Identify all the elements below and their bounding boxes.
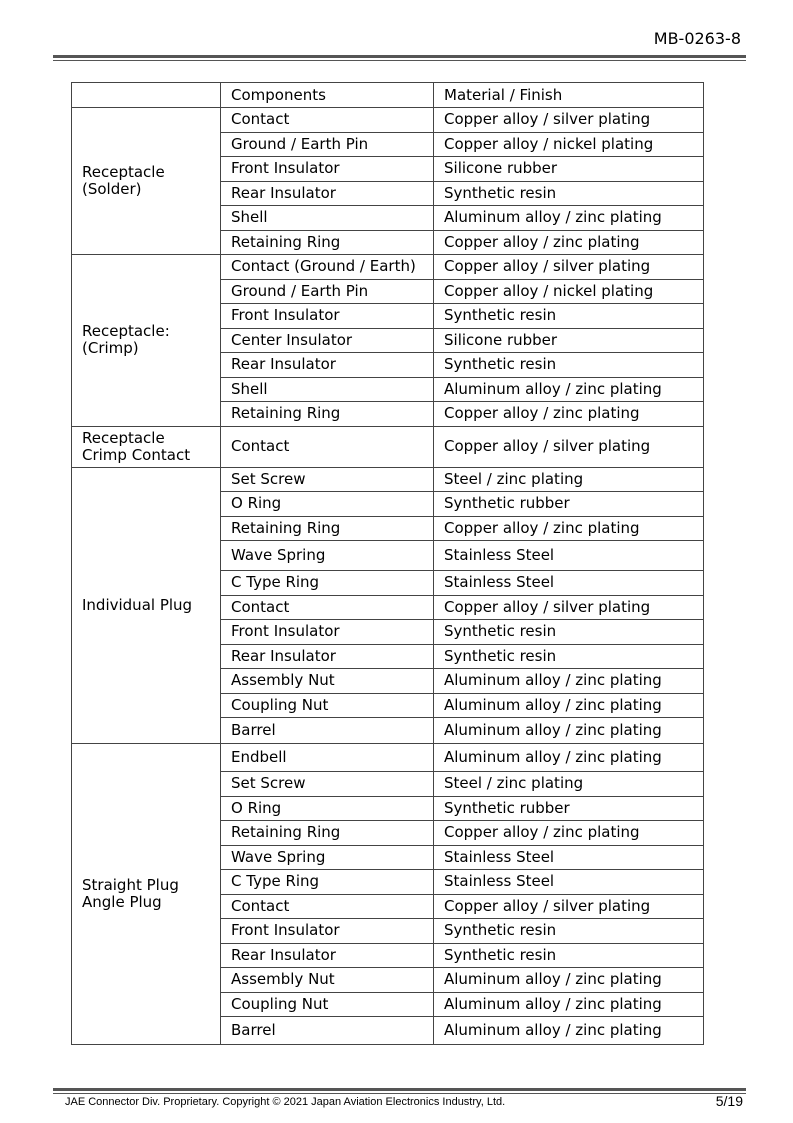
- component-cell: Retaining Ring: [221, 821, 434, 846]
- table-row: [72, 108, 704, 133]
- material-cell: Silicone rubber: [434, 328, 704, 353]
- component-cell: Rear Insulator: [221, 181, 434, 206]
- component-cell: O Ring: [221, 492, 434, 517]
- material-cell: Copper alloy / zinc plating: [434, 821, 704, 846]
- material-cell: Copper alloy / zinc plating: [434, 402, 704, 427]
- component-cell: Wave Spring: [221, 845, 434, 870]
- component-cell: Ground / Earth Pin: [221, 132, 434, 157]
- material-cell: Copper alloy / nickel plating: [434, 279, 704, 304]
- materials-table: [71, 82, 704, 1045]
- component-cell: C Type Ring: [221, 571, 434, 596]
- component-cell: Front Insulator: [221, 157, 434, 182]
- material-cell: Steel / zinc plating: [434, 467, 704, 492]
- material-cell: Copper alloy / silver plating: [434, 894, 704, 919]
- group-label-cell: Receptacle (Solder): [72, 108, 221, 255]
- material-cell: Synthetic resin: [434, 181, 704, 206]
- component-cell: Ground / Earth Pin: [221, 279, 434, 304]
- material-cell: Synthetic rubber: [434, 492, 704, 517]
- table-header-row: [72, 83, 704, 108]
- material-cell: Aluminum alloy / zinc plating: [434, 1017, 704, 1045]
- material-cell: Aluminum alloy / zinc plating: [434, 693, 704, 718]
- component-cell: Retaining Ring: [221, 402, 434, 427]
- component-cell: Shell: [221, 377, 434, 402]
- material-cell: Copper alloy / zinc plating: [434, 230, 704, 255]
- material-cell: Aluminum alloy / zinc plating: [434, 992, 704, 1017]
- material-cell: Stainless Steel: [434, 870, 704, 895]
- component-cell: Contact: [221, 595, 434, 620]
- footer-rule: [53, 1088, 746, 1091]
- page-number: 5/19: [715, 1093, 743, 1109]
- material-cell: Copper alloy / zinc plating: [434, 516, 704, 541]
- table-row: [72, 255, 704, 280]
- component-cell: Rear Insulator: [221, 644, 434, 669]
- material-cell: Synthetic resin: [434, 919, 704, 944]
- group-label-cell: Straight Plug Angle Plug: [72, 744, 221, 1045]
- material-cell: Synthetic resin: [434, 620, 704, 645]
- table-row: [72, 467, 704, 492]
- component-cell: Contact: [221, 108, 434, 133]
- material-cell: Copper alloy / silver plating: [434, 595, 704, 620]
- component-cell: Coupling Nut: [221, 693, 434, 718]
- component-cell: Set Screw: [221, 772, 434, 797]
- component-cell: Contact: [221, 426, 434, 467]
- component-cell: Rear Insulator: [221, 353, 434, 378]
- material-cell: Aluminum alloy / zinc plating: [434, 206, 704, 231]
- component-cell: Set Screw: [221, 467, 434, 492]
- header-rule-thin: [53, 60, 746, 61]
- component-cell: Shell: [221, 206, 434, 231]
- table-row: [72, 426, 704, 467]
- material-cell: Stainless Steel: [434, 541, 704, 571]
- material-cell: Aluminum alloy / zinc plating: [434, 669, 704, 694]
- component-cell: Wave Spring: [221, 541, 434, 571]
- material-cell: Aluminum alloy / zinc plating: [434, 968, 704, 993]
- material-cell: Stainless Steel: [434, 571, 704, 596]
- material-cell: Copper alloy / nickel plating: [434, 132, 704, 157]
- component-cell: Assembly Nut: [221, 669, 434, 694]
- group-label-cell: Receptacle: (Crimp): [72, 255, 221, 427]
- component-cell: Front Insulator: [221, 620, 434, 645]
- material-cell: Synthetic resin: [434, 353, 704, 378]
- group-label-cell: Individual Plug: [72, 467, 221, 744]
- material-cell: Stainless Steel: [434, 845, 704, 870]
- material-cell: Copper alloy / silver plating: [434, 255, 704, 280]
- header-cell-components: Components: [221, 83, 434, 108]
- group-label-cell: Receptacle Crimp Contact: [72, 426, 221, 467]
- header-rule: [53, 55, 746, 58]
- component-cell: Assembly Nut: [221, 968, 434, 993]
- footer-rule-thin: [53, 1093, 746, 1094]
- component-cell: Contact: [221, 894, 434, 919]
- component-cell: Endbell: [221, 744, 434, 772]
- header-cell-group: [72, 83, 221, 108]
- material-cell: Copper alloy / silver plating: [434, 108, 704, 133]
- component-cell: Front Insulator: [221, 919, 434, 944]
- component-cell: O Ring: [221, 796, 434, 821]
- component-cell: Retaining Ring: [221, 230, 434, 255]
- material-cell: Synthetic resin: [434, 943, 704, 968]
- material-cell: Aluminum alloy / zinc plating: [434, 744, 704, 772]
- table-row: [72, 744, 704, 772]
- material-cell: Aluminum alloy / zinc plating: [434, 377, 704, 402]
- component-cell: Coupling Nut: [221, 992, 434, 1017]
- component-cell: Rear Insulator: [221, 943, 434, 968]
- header-cell-material: Material / Finish: [434, 83, 704, 108]
- component-cell: Retaining Ring: [221, 516, 434, 541]
- material-cell: Steel / zinc plating: [434, 772, 704, 797]
- material-cell: Synthetic rubber: [434, 796, 704, 821]
- component-cell: Front Insulator: [221, 304, 434, 329]
- component-cell: Barrel: [221, 718, 434, 744]
- material-cell: Silicone rubber: [434, 157, 704, 182]
- material-cell: Synthetic resin: [434, 304, 704, 329]
- component-cell: Center Insulator: [221, 328, 434, 353]
- component-cell: Barrel: [221, 1017, 434, 1045]
- material-cell: Copper alloy / silver plating: [434, 426, 704, 467]
- material-cell: Synthetic resin: [434, 644, 704, 669]
- document-id: MB-0263-8: [653, 29, 741, 48]
- material-cell: Aluminum alloy / zinc plating: [434, 718, 704, 744]
- footer-copyright: JAE Connector Div. Proprietary. Copyright © 2021 Japan Aviation Electronics Industry, Ltd.: [65, 1096, 506, 1108]
- component-cell: Contact (Ground / Earth): [221, 255, 434, 280]
- component-cell: C Type Ring: [221, 870, 434, 895]
